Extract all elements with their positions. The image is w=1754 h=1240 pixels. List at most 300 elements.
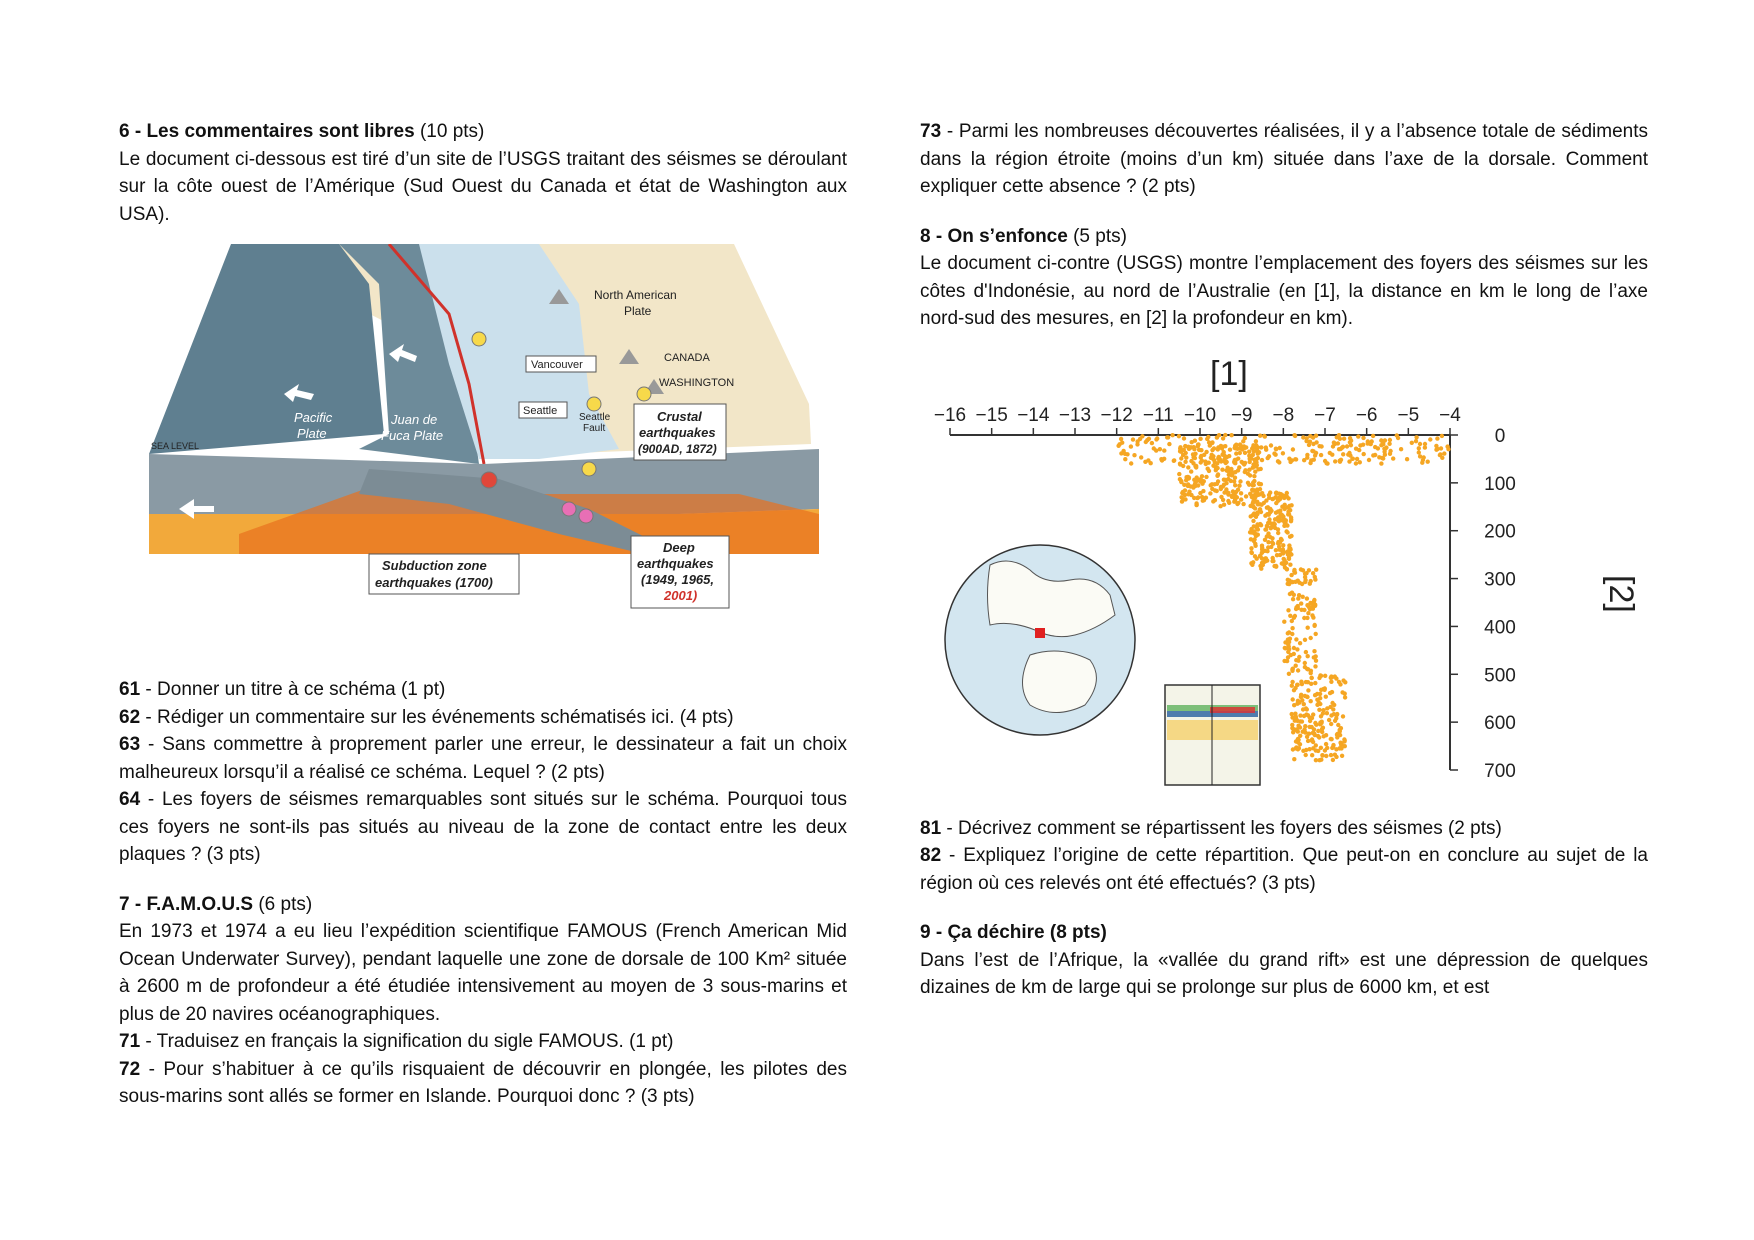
data-point bbox=[1307, 568, 1311, 572]
data-point bbox=[1291, 697, 1295, 701]
data-point bbox=[1120, 440, 1124, 444]
map-inset bbox=[1165, 685, 1260, 785]
data-point bbox=[1314, 631, 1318, 635]
data-point bbox=[1179, 456, 1183, 460]
data-point bbox=[1306, 611, 1310, 615]
section-9-intro: Dans l’est de l’Afrique, la «vallée du grand rift» est une dépression de quelques dizaines de km de large qui se prolonge sur plus de 6000 km, et est bbox=[920, 949, 1648, 998]
data-point bbox=[1292, 592, 1296, 596]
data-point bbox=[1289, 533, 1293, 537]
section-8-heading: 8 - On s’enfonce (5 pts) bbox=[920, 225, 1127, 247]
data-point bbox=[1277, 544, 1281, 548]
data-point bbox=[1290, 725, 1294, 729]
data-point bbox=[1192, 495, 1196, 499]
subduction-diagram bbox=[119, 244, 847, 656]
data-point bbox=[1312, 649, 1316, 653]
pacific-ocean bbox=[149, 244, 384, 454]
data-point bbox=[1388, 448, 1392, 452]
data-point bbox=[1324, 753, 1328, 757]
data-point bbox=[1231, 489, 1235, 493]
data-point bbox=[1291, 447, 1295, 451]
data-point bbox=[1244, 494, 1248, 498]
quake-dot bbox=[582, 462, 596, 476]
data-point bbox=[1215, 473, 1219, 477]
data-point bbox=[1167, 441, 1171, 445]
x-tick-label: −12 bbox=[1100, 404, 1133, 426]
data-point bbox=[1261, 493, 1265, 497]
data-point bbox=[1129, 461, 1133, 465]
data-point bbox=[1332, 440, 1336, 444]
data-point bbox=[1422, 455, 1426, 459]
data-point bbox=[1215, 435, 1219, 439]
data-point bbox=[1301, 594, 1305, 598]
data-point bbox=[1341, 678, 1345, 682]
data-point bbox=[1243, 450, 1247, 454]
x-tick-label: −6 bbox=[1355, 404, 1378, 426]
data-point bbox=[1237, 483, 1241, 487]
data-point bbox=[1308, 718, 1312, 722]
data-point bbox=[1289, 503, 1293, 507]
quake-dot bbox=[637, 387, 651, 401]
data-point bbox=[1204, 474, 1208, 478]
data-point bbox=[1434, 443, 1438, 447]
data-point bbox=[1297, 654, 1301, 658]
question-71: 71 - Traduisez en français la signification du sigle FAMOUS. (1 pt) bbox=[119, 1031, 674, 1052]
quake-dot bbox=[587, 397, 601, 411]
quake-dot bbox=[481, 472, 497, 488]
data-point bbox=[1182, 436, 1186, 440]
data-point bbox=[1238, 450, 1242, 454]
label-sea-level: SEA LEVEL bbox=[151, 441, 200, 451]
data-point bbox=[1211, 499, 1215, 503]
data-point bbox=[1343, 695, 1347, 699]
data-point bbox=[1333, 752, 1337, 756]
data-point bbox=[1319, 714, 1323, 718]
data-point bbox=[1316, 728, 1320, 732]
data-point bbox=[1233, 475, 1237, 479]
data-point bbox=[1225, 455, 1229, 459]
data-point bbox=[1267, 454, 1271, 458]
data-point bbox=[1294, 745, 1298, 749]
data-point bbox=[1258, 433, 1262, 437]
data-point bbox=[1241, 501, 1245, 505]
data-point bbox=[1233, 457, 1237, 461]
data-point bbox=[1342, 739, 1346, 743]
data-point bbox=[1194, 501, 1198, 505]
data-point bbox=[1442, 451, 1446, 455]
data-point bbox=[1223, 477, 1227, 481]
quake-dot bbox=[579, 509, 593, 523]
globe-inset bbox=[945, 545, 1135, 735]
data-point bbox=[1292, 688, 1296, 692]
data-point bbox=[1349, 443, 1353, 447]
x-tick-label: −4 bbox=[1439, 404, 1461, 426]
quake-dot bbox=[472, 332, 486, 346]
x-tick-label: −15 bbox=[975, 404, 1008, 426]
data-point bbox=[1286, 655, 1290, 659]
label-north-american: North American bbox=[594, 288, 677, 302]
question-82: 82 - Expliquez l’origine de cette répartition. Que peut-on en conclure au sujet de la région où ces relevés ont été effectués? (3 pts) bbox=[920, 845, 1648, 894]
data-point bbox=[1329, 752, 1333, 756]
data-point bbox=[1296, 596, 1300, 600]
data-point bbox=[1341, 444, 1345, 448]
data-point bbox=[1354, 446, 1358, 450]
x-tick-label: −8 bbox=[1272, 404, 1295, 426]
data-point bbox=[1238, 479, 1242, 483]
data-point bbox=[1323, 673, 1327, 677]
data-point bbox=[1123, 457, 1127, 461]
data-point bbox=[1298, 733, 1302, 737]
data-point bbox=[1305, 455, 1309, 459]
y-tick-label: 500 bbox=[1484, 664, 1516, 686]
data-point bbox=[1119, 436, 1123, 440]
data-point bbox=[1292, 757, 1296, 761]
data-point bbox=[1440, 433, 1444, 437]
label-subduction-1: Subduction zone bbox=[382, 558, 487, 573]
chart-xlabel: [1] bbox=[1210, 354, 1248, 393]
label-deep-2: earthquakes bbox=[637, 556, 714, 571]
data-point bbox=[1331, 444, 1335, 448]
data-point bbox=[1292, 651, 1296, 655]
data-point bbox=[1194, 465, 1198, 469]
data-point bbox=[1183, 497, 1187, 501]
data-point bbox=[1313, 720, 1317, 724]
data-point bbox=[1229, 433, 1233, 437]
data-point bbox=[1266, 505, 1270, 509]
data-point bbox=[1220, 444, 1224, 448]
data-point bbox=[1309, 699, 1313, 703]
y-tick-label: 200 bbox=[1484, 521, 1516, 543]
data-point bbox=[1301, 729, 1305, 733]
data-point bbox=[1340, 753, 1344, 757]
data-point bbox=[1189, 469, 1193, 473]
data-point bbox=[1336, 441, 1340, 445]
data-point bbox=[1250, 550, 1254, 554]
data-point bbox=[1331, 707, 1335, 711]
data-point bbox=[1207, 440, 1211, 444]
chart-ylabel: [2] bbox=[1602, 574, 1640, 613]
data-point bbox=[1250, 487, 1254, 491]
data-point bbox=[1248, 491, 1252, 495]
data-point bbox=[1249, 546, 1253, 550]
data-point bbox=[1315, 702, 1319, 706]
data-point bbox=[1337, 679, 1341, 683]
x-tick-label: −14 bbox=[1017, 404, 1050, 426]
data-point bbox=[1317, 707, 1321, 711]
data-point bbox=[1417, 446, 1421, 450]
data-point bbox=[1249, 514, 1253, 518]
data-point bbox=[1319, 444, 1323, 448]
data-point bbox=[1311, 712, 1315, 716]
data-point bbox=[1333, 674, 1337, 678]
data-point bbox=[1222, 502, 1226, 506]
data-point bbox=[1325, 711, 1329, 715]
data-point bbox=[1210, 482, 1214, 486]
label-deep-4: 2001) bbox=[664, 588, 698, 603]
data-point bbox=[1263, 559, 1267, 563]
data-point bbox=[1290, 683, 1294, 687]
label-jdf-2: Fuca Plate bbox=[381, 428, 444, 443]
data-point bbox=[1296, 658, 1300, 662]
data-point bbox=[1252, 537, 1256, 541]
data-point bbox=[1274, 563, 1278, 567]
data-point bbox=[1304, 706, 1308, 710]
data-point bbox=[1290, 679, 1294, 683]
data-point bbox=[1269, 443, 1273, 447]
label-deep-1: Deep bbox=[663, 540, 695, 555]
data-point bbox=[1165, 435, 1169, 439]
data-point bbox=[1193, 438, 1197, 442]
data-point bbox=[1308, 434, 1312, 438]
data-point bbox=[1150, 440, 1154, 444]
data-point bbox=[1367, 457, 1371, 461]
data-point bbox=[1285, 530, 1289, 534]
data-point bbox=[1313, 664, 1317, 668]
y-tick-label: 700 bbox=[1484, 760, 1516, 782]
data-point bbox=[1223, 432, 1227, 436]
data-point bbox=[1304, 752, 1308, 756]
data-point bbox=[1149, 461, 1153, 465]
section-6-intro: Le document ci-dessous est tiré d’un site de l’USGS traitant des séismes se déroulant sur la côte ouest de l’Amérique (Sud Ouest du Canada et état de Washington aux USA). bbox=[119, 148, 847, 225]
data-point bbox=[1232, 499, 1236, 503]
data-point bbox=[1139, 455, 1143, 459]
data-point bbox=[1247, 467, 1251, 471]
data-point bbox=[1356, 434, 1360, 438]
data-point bbox=[1187, 489, 1191, 493]
data-point bbox=[1253, 554, 1257, 558]
data-point bbox=[1251, 499, 1255, 503]
data-point bbox=[1329, 679, 1333, 683]
data-point bbox=[1221, 484, 1225, 488]
data-point bbox=[1226, 490, 1230, 494]
data-point bbox=[1192, 447, 1196, 451]
data-point bbox=[1215, 488, 1219, 492]
data-point bbox=[1388, 437, 1392, 441]
x-tick-label: −9 bbox=[1230, 404, 1253, 426]
question-63: 63 - Sans commettre à proprement parler une erreur, le dessinateur a fait un choix malheureux lorsqu’il a réalisé ce schéma. Lequel ? (2 pts) bbox=[119, 734, 847, 783]
data-point bbox=[1303, 664, 1307, 668]
data-point bbox=[1290, 711, 1294, 715]
data-point bbox=[1318, 696, 1322, 700]
data-point bbox=[1293, 613, 1297, 617]
data-point bbox=[1228, 447, 1232, 451]
label-crustal-2: earthquakes bbox=[639, 425, 716, 440]
data-point bbox=[1305, 615, 1309, 619]
data-point bbox=[1252, 482, 1256, 486]
question-73: 73 - Parmi les nombreuses découvertes réalisées, il y a l’absence totale de sédiments dans la région étroite (moins d’un km) située dans l’axe de la dorsale. Comment expliquer cette absence ? (2 pts) bbox=[920, 121, 1648, 197]
data-point bbox=[1342, 436, 1346, 440]
data-point bbox=[1420, 460, 1424, 464]
data-point bbox=[1294, 637, 1298, 641]
data-point bbox=[1184, 450, 1188, 454]
data-point bbox=[1178, 445, 1182, 449]
data-point bbox=[1281, 451, 1285, 455]
data-point bbox=[1256, 501, 1260, 505]
data-point bbox=[1391, 456, 1395, 460]
data-point bbox=[1288, 562, 1292, 566]
data-point bbox=[1186, 465, 1190, 469]
data-point bbox=[1278, 445, 1282, 449]
data-point bbox=[1286, 509, 1290, 513]
question-61: 61 - Donner un titre à ce schéma (1 pt) bbox=[119, 679, 446, 700]
data-point bbox=[1254, 492, 1258, 496]
data-point bbox=[1314, 654, 1318, 658]
data-point bbox=[1299, 567, 1303, 571]
data-point bbox=[1434, 447, 1438, 451]
data-point bbox=[1313, 693, 1317, 697]
data-point bbox=[1179, 495, 1183, 499]
x-tick-label: −5 bbox=[1397, 404, 1420, 426]
data-point bbox=[1329, 721, 1333, 725]
globe-highlight bbox=[1035, 628, 1045, 638]
data-point bbox=[1340, 690, 1344, 694]
data-point bbox=[1348, 453, 1352, 457]
data-point bbox=[1290, 618, 1294, 622]
data-point bbox=[1285, 567, 1289, 571]
data-point bbox=[1254, 439, 1258, 443]
data-point bbox=[1317, 758, 1321, 762]
data-point bbox=[1306, 625, 1310, 629]
data-point bbox=[1248, 455, 1252, 459]
data-point bbox=[1312, 623, 1316, 627]
data-point bbox=[1274, 548, 1278, 552]
x-tick-label: −10 bbox=[1183, 404, 1217, 426]
x-tick-label: −16 bbox=[933, 404, 967, 426]
data-point bbox=[1423, 445, 1427, 449]
data-point bbox=[1276, 527, 1280, 531]
globe-land-australia bbox=[1023, 651, 1097, 713]
x-tick-label: −13 bbox=[1058, 404, 1092, 426]
data-point bbox=[1178, 477, 1182, 481]
data-point bbox=[1201, 488, 1205, 492]
data-point bbox=[1293, 570, 1297, 574]
x-tick-label: −11 bbox=[1142, 404, 1174, 426]
data-point bbox=[1355, 456, 1359, 460]
data-point bbox=[1303, 637, 1307, 641]
data-point bbox=[1243, 445, 1247, 449]
data-point bbox=[1272, 451, 1276, 455]
data-point bbox=[1308, 600, 1312, 604]
data-point bbox=[1162, 448, 1166, 452]
data-point bbox=[1236, 468, 1240, 472]
data-point bbox=[1321, 725, 1325, 729]
data-point bbox=[1362, 451, 1366, 455]
data-point bbox=[1285, 505, 1289, 509]
data-point bbox=[1260, 543, 1264, 547]
label-seattle-fault-2: Fault bbox=[583, 423, 606, 434]
data-point bbox=[1251, 504, 1255, 508]
data-point bbox=[1215, 481, 1219, 485]
data-point bbox=[1267, 495, 1271, 499]
data-point bbox=[1298, 641, 1302, 645]
data-point bbox=[1345, 444, 1349, 448]
data-point bbox=[1323, 748, 1327, 752]
label-vancouver: Vancouver bbox=[531, 359, 583, 371]
data-point bbox=[1177, 434, 1181, 438]
label-washington: WASHINGTON bbox=[659, 377, 735, 389]
data-point bbox=[1435, 436, 1439, 440]
data-point bbox=[1287, 546, 1291, 550]
data-point bbox=[1324, 461, 1328, 465]
data-point bbox=[1319, 745, 1323, 749]
data-point bbox=[1313, 577, 1317, 581]
data-point bbox=[1318, 691, 1322, 695]
data-point bbox=[1309, 458, 1313, 462]
data-point bbox=[1306, 654, 1310, 658]
question-62: 62 - Rédiger un commentaire sur les événements schématisés ici. (4 pts) bbox=[119, 706, 734, 728]
data-point bbox=[1263, 527, 1267, 531]
data-point bbox=[1328, 450, 1332, 454]
data-point bbox=[1183, 459, 1187, 463]
data-point bbox=[1239, 491, 1243, 495]
data-point bbox=[1207, 468, 1211, 472]
data-point bbox=[1279, 492, 1283, 496]
data-point bbox=[1215, 465, 1219, 469]
data-point bbox=[1302, 702, 1306, 706]
data-point bbox=[1236, 500, 1240, 504]
y-axis bbox=[1450, 426, 1516, 782]
data-point bbox=[1373, 452, 1377, 456]
data-point bbox=[1349, 438, 1353, 442]
section-7-intro: En 1973 et 1974 a eu lieu l’expédition scientifique FAMOUS (French American Mid Ocean Underwater Survey), pendant laquelle une zone de dorsale de 100 Km² située à 2600 m de profondeur a été étudiée intensivement au moyen de 3 sous-marins et plus de 20 navires océanographiques. bbox=[119, 921, 847, 1025]
data-point bbox=[1330, 700, 1334, 704]
data-point bbox=[1230, 469, 1234, 473]
data-point bbox=[1377, 455, 1381, 459]
section-6-heading: 6 - Les commentaires sont libres (10 pts) bbox=[119, 121, 485, 142]
data-point bbox=[1334, 716, 1338, 720]
data-point bbox=[1216, 447, 1220, 451]
data-point bbox=[1240, 459, 1244, 463]
data-point bbox=[1286, 608, 1290, 612]
data-point bbox=[1211, 454, 1215, 458]
data-point bbox=[1295, 647, 1299, 651]
data-point bbox=[1294, 606, 1298, 610]
data-point bbox=[1286, 642, 1290, 646]
data-point bbox=[1329, 736, 1333, 740]
data-point bbox=[1243, 435, 1247, 439]
data-point bbox=[1395, 433, 1399, 437]
data-point bbox=[1129, 444, 1133, 448]
label-canada: CANADA bbox=[664, 352, 710, 364]
data-point bbox=[1294, 457, 1298, 461]
right-column bbox=[920, 118, 1648, 1002]
data-point bbox=[1298, 713, 1302, 717]
data-point bbox=[1259, 466, 1263, 470]
data-point bbox=[1264, 445, 1268, 449]
data-point bbox=[1440, 455, 1444, 459]
data-point bbox=[1253, 543, 1257, 547]
data-point bbox=[1405, 457, 1409, 461]
data-point bbox=[1252, 529, 1256, 533]
data-point bbox=[1162, 456, 1166, 460]
data-point bbox=[1208, 491, 1212, 495]
data-point bbox=[1325, 706, 1329, 710]
data-point bbox=[1333, 459, 1337, 463]
data-point bbox=[1273, 517, 1277, 521]
data-point bbox=[1318, 720, 1322, 724]
data-point bbox=[1268, 534, 1272, 538]
data-point bbox=[1307, 747, 1311, 751]
data-point bbox=[1202, 452, 1206, 456]
data-point bbox=[1186, 444, 1190, 448]
data-point bbox=[1282, 559, 1286, 563]
data-point bbox=[1177, 471, 1181, 475]
data-point bbox=[1255, 448, 1259, 452]
data-point bbox=[1282, 523, 1286, 527]
data-point bbox=[1292, 433, 1296, 437]
data-point bbox=[1252, 524, 1256, 528]
data-point bbox=[1327, 717, 1331, 721]
data-point bbox=[1373, 444, 1377, 448]
